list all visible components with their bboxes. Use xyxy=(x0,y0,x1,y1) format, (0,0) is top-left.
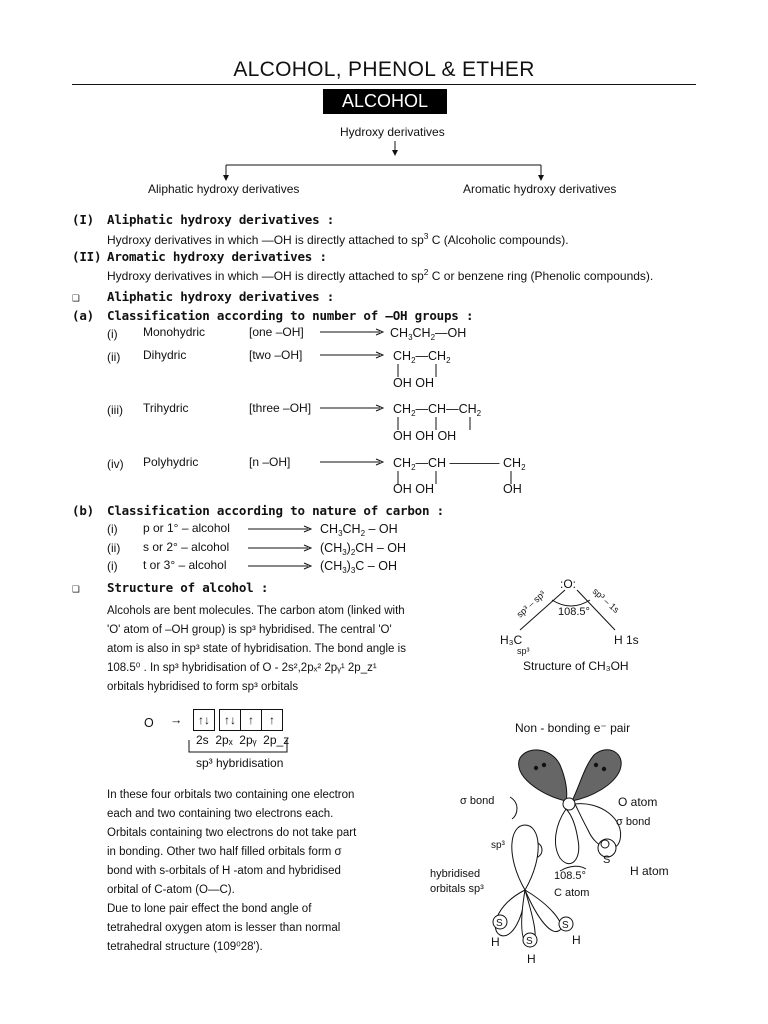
classB-row-num: (i) xyxy=(107,559,118,573)
config-bracket xyxy=(185,738,295,758)
sec1-text: Hydroxy derivatives in which —OH is directly attached to $sp^3$ C (Alcoholic compounds). xyxy=(107,231,569,247)
s-label: S xyxy=(603,854,611,866)
config-caption: sp³ hybridisation xyxy=(196,756,284,770)
classA-row-num: (i) xyxy=(107,327,118,341)
tree-root: Hydroxy derivatives xyxy=(340,125,445,139)
s-label: S xyxy=(526,936,533,947)
hybridised-label: hybridised xyxy=(430,868,481,880)
s-label: S xyxy=(496,918,503,929)
classB-heading: Classification according to nature of carbon : xyxy=(107,503,444,518)
classB-row-num: (ii) xyxy=(107,541,121,555)
svg-text:OH OH: OH OH xyxy=(393,482,434,496)
figure-caption: Structure of CH₃OH xyxy=(523,659,629,673)
classA-heading: Classification according to number of —OH groups : xyxy=(107,308,474,323)
orbital-boxes xyxy=(193,709,283,731)
classA-row-num: (iv) xyxy=(107,457,124,471)
classA-row-num: (ii) xyxy=(107,350,121,364)
c-atom-label: C atom xyxy=(554,887,590,899)
svg-text:OH OH: OH OH xyxy=(393,376,434,390)
tree-left: Aliphatic hydroxy derivatives xyxy=(148,182,300,196)
sigma-bond-label: σ bond xyxy=(460,795,495,807)
orbital-box: ↑↓ xyxy=(193,709,215,731)
classA-row-desc: [n –OH] xyxy=(249,455,291,469)
sec3-heading: Aliphatic hydroxy derivatives : xyxy=(107,289,335,304)
classA-num: (a) xyxy=(72,308,94,323)
h-label: H xyxy=(527,952,536,966)
config-arrow: → xyxy=(170,713,183,727)
svg-text:CH3CH2 – OH: $CH_3CH_2$ – OH xyxy=(320,522,398,538)
sec2-heading: Aromatic hydroxy derivatives : xyxy=(107,249,327,264)
svg-text:CH2—CH ———— CH2: $CH_2—CH$ ———— $CH_2$ xyxy=(393,456,526,472)
svg-text:CH2—CH2: $CH_2—CH_2$ xyxy=(393,349,451,365)
s-label: S xyxy=(562,920,569,931)
nonbonding-label: Non - bonding e⁻ pair xyxy=(515,721,631,735)
sec2-num: (II) xyxy=(72,249,102,264)
svg-text:(CH3)3C – OH: $(CH_3)_3C$ – OH xyxy=(320,559,397,575)
sp3-label: sp³ xyxy=(491,840,505,851)
right-atom: H 1s xyxy=(614,633,639,647)
orbital-figure xyxy=(420,715,690,970)
svg-text:CH3CH2—OH: $CH_3CH_2—OH$ xyxy=(390,326,467,342)
sec1-heading: Aliphatic hydroxy derivatives : xyxy=(107,212,335,227)
svg-text:(CH3)2CH – OH: $(CH_3)_2CH$ – OH xyxy=(320,541,406,557)
classB-row-name: s or 2° – alcohol xyxy=(143,540,230,554)
h-atom-label: H atom xyxy=(630,864,669,878)
classA-row-desc: [one –OH] xyxy=(249,325,304,339)
h-label: H xyxy=(491,935,500,949)
svg-text:OH: OH xyxy=(503,482,522,496)
sec2-text: Hydroxy derivatives in which —OH is directly attached to $sp^2$ C or benzene ring (Phenolic compounds). xyxy=(107,267,654,283)
orbitals-label: orbitals sp³ xyxy=(430,883,484,895)
classA-row-desc: [three –OH] xyxy=(249,401,312,415)
classB-row-num: (i) xyxy=(107,522,118,536)
sec1-num: (I) xyxy=(72,212,94,227)
classA-row-name: Monohydric xyxy=(143,325,206,339)
orbital-box: ↑ xyxy=(241,709,262,731)
left-atom: H₃C xyxy=(500,633,523,647)
classB-num: (b) xyxy=(72,503,94,518)
left-sub: sp³ xyxy=(517,646,530,656)
sigma-bond-label: σ bond xyxy=(616,816,651,828)
structure-para1: Alcohols are bent molecules. The carbon atom (linked with 'O' atom of –OH group) is sp³ hybridised. The central 'O' atom is also in sp³ state of hybridisation. The bond angle is 108.5⁰ . In sp³ hybridisation of O - 2s²,2pₓ² 2pᵧ¹ 2p_z¹ orbitals hybridised to form sp³ orbitals xyxy=(107,605,406,693)
o-label: :O: xyxy=(560,577,577,591)
classB-row-name: t or 3° – alcohol xyxy=(143,558,227,572)
classA-row-desc: [two –OH] xyxy=(249,348,303,362)
classA-row-name: Dihydric xyxy=(143,348,187,362)
classA-row-num: (iii) xyxy=(107,403,123,417)
orbital-box: ↑↓ xyxy=(219,709,241,731)
structure-para2: In these four orbitals two containing one electron each and two containing two electrons each. Orbitals containing two electrons do not take part in bonding. Other two half filled orbitals form σ bond with s-orbitals of H -atom and hybridised orbital of C-atom (O—C). Due to lone pair effect the bond angle of tetrahedral oxygen atom is lesser than normal tetrahedral structure (109⁰28'). xyxy=(107,789,357,953)
o-atom-label: O atom xyxy=(618,795,658,809)
sec3-bullet: ❑ xyxy=(72,289,80,304)
config-labels: 2s 2pₓ 2pᵧ 2p_z xyxy=(196,733,290,747)
page-title: ALCOHOL, PHENOL & ETHER xyxy=(233,58,535,81)
classB-row-name: p or 1° – alcohol xyxy=(143,521,230,535)
right-bond-label: sp³ – 1s xyxy=(590,586,622,615)
structure-heading: Structure of alcohol : xyxy=(107,580,269,595)
left-bond-label: sp³ – sp³ xyxy=(514,588,548,620)
classA-row-name: Polyhydric xyxy=(143,455,199,469)
ch3oh-figure xyxy=(490,570,670,680)
angle-label: 108.5° xyxy=(554,870,586,882)
h-label: H xyxy=(572,933,581,947)
classA-row-name: Trihydric xyxy=(143,401,189,415)
section-badge: ALCOHOL xyxy=(323,89,447,114)
bond-angle: 108.5° xyxy=(558,606,590,618)
svg-text:OH OH OH: OH OH OH xyxy=(393,429,457,443)
config-atom: O xyxy=(144,716,154,730)
structure-bullet: ❑ xyxy=(72,580,80,595)
orbital-box: ↑ xyxy=(262,709,283,731)
tree-right: Aromatic hydroxy derivatives xyxy=(463,182,617,196)
svg-text:CH2—CH—CH2: $CH_2—CH—CH_2$ xyxy=(393,402,482,418)
